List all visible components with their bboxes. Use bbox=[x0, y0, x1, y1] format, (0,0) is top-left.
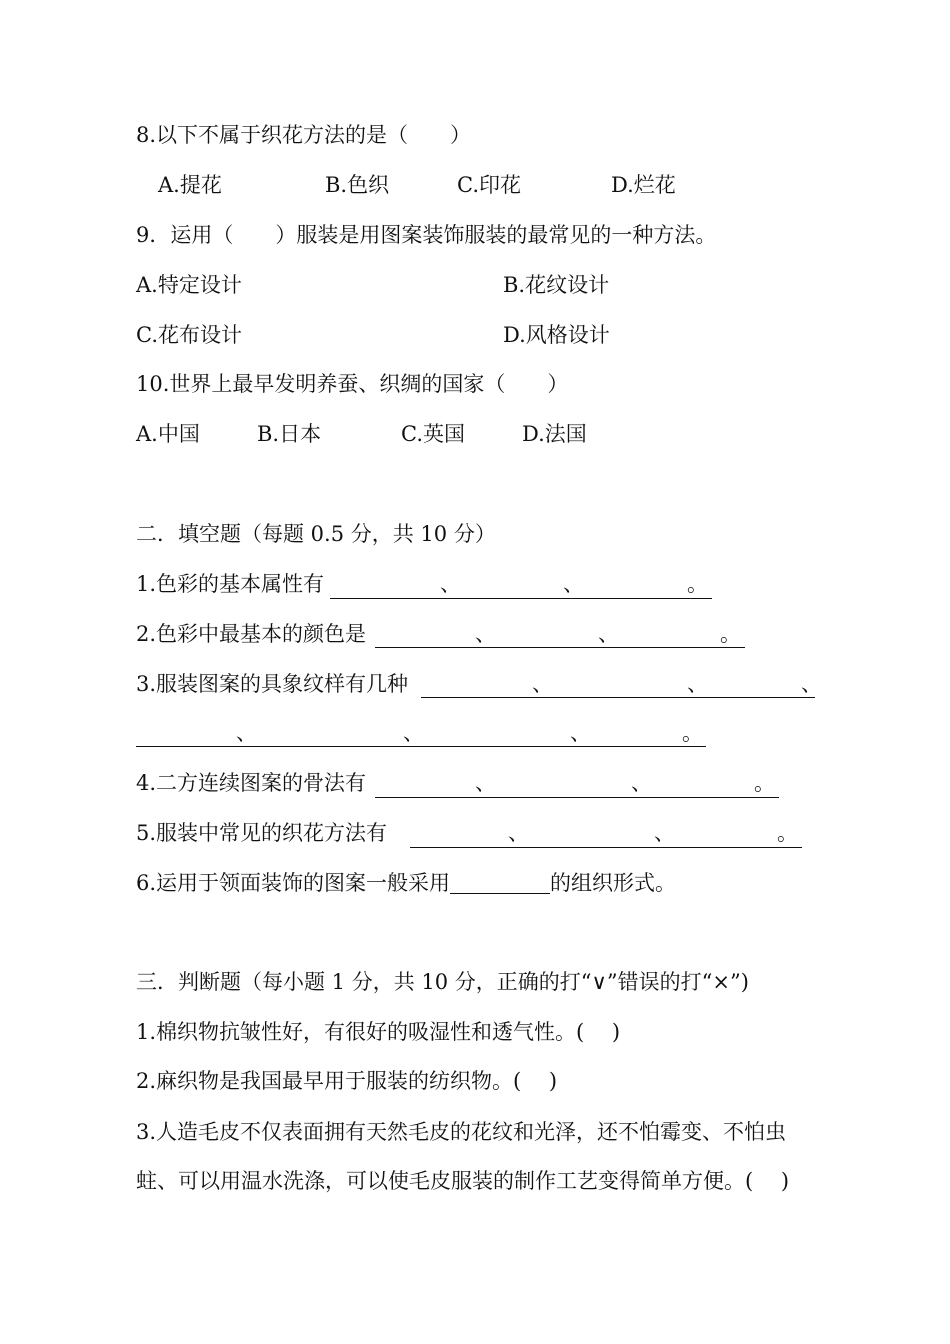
fill-q5-blank[interactable] bbox=[410, 847, 802, 848]
question-8-stem: 8.以下不属于织花方法的是（ ） bbox=[136, 123, 472, 147]
q8-option-a: A.提花 bbox=[158, 173, 222, 197]
fill-question-6 bbox=[136, 869, 676, 897]
fill-question-5: 5.服装中常见的织花方法有 bbox=[136, 821, 388, 845]
q8-option-c: C.印花 bbox=[457, 173, 521, 197]
q10-option-c: C.英国 bbox=[401, 422, 465, 446]
q8-option-b: B.色织 bbox=[325, 173, 390, 197]
section-3-heading: 三．判断题（每小题 1 分，共 10 分，正确的打“∨”错误的打“×”) bbox=[136, 970, 749, 994]
judge-question-2: 2.麻织物是我国最早用于服装的纺织物。( ) bbox=[136, 1069, 558, 1093]
fill-q6-blank[interactable] bbox=[450, 871, 550, 894]
fill-q4-blank[interactable] bbox=[375, 797, 779, 798]
q10-option-d: D.法国 bbox=[522, 422, 587, 446]
fill-q2-blank[interactable] bbox=[375, 647, 745, 648]
fill-question-2: 2.色彩中最基本的颜色是 bbox=[136, 622, 367, 646]
q10-option-a: A.中国 bbox=[136, 422, 200, 446]
fill-q3-period: 。 bbox=[682, 721, 703, 745]
judge-question-1: 1.棉织物抗皱性好，有很好的吸湿性和透气性。( ) bbox=[136, 1020, 621, 1044]
q8-option-d: D.烂花 bbox=[611, 173, 676, 197]
fill-q3-separator: 、 bbox=[687, 672, 708, 696]
fill-question-3: 3.服装图案的具象纹样有几种 bbox=[136, 672, 409, 696]
fill-q5-separator: 、 bbox=[654, 821, 675, 845]
fill-q4-separator: 、 bbox=[631, 771, 652, 795]
fill-q1-separator: 、 bbox=[563, 572, 584, 596]
fill-q3-separator: 、 bbox=[236, 721, 257, 745]
q10-option-b: B.日本 bbox=[257, 422, 322, 446]
judge-question-3-line-2: 蛀、可以用温水洗涤，可以使毛皮服装的制作工艺变得简单方便。( ) bbox=[136, 1169, 790, 1193]
section-2-heading: 二．填空题（每题 0.5 分，共 10 分） bbox=[136, 522, 496, 546]
fill-q3-blank[interactable] bbox=[421, 697, 815, 698]
question-10-stem: 10.世界上最早发明养蚕、织绸的国家（ ） bbox=[136, 372, 569, 396]
q9-option-a: A.特定设计 bbox=[136, 273, 242, 297]
question-9-stem: 9．运用（ ）服装是用图案装饰服装的最常见的一种方法。 bbox=[136, 223, 717, 247]
fill-q2-separator: 、 bbox=[598, 622, 619, 646]
fill-q4-period: 。 bbox=[754, 771, 775, 795]
fill-question-1: 1.色彩的基本属性有 bbox=[136, 572, 325, 596]
fill-q6-suffix: 的组织形式。 bbox=[550, 871, 677, 895]
fill-q4-separator: 、 bbox=[475, 771, 496, 795]
judge-question-3-line-1: 3.人造毛皮不仅表面拥有天然毛皮的花纹和光泽，还不怕霉变、不怕虫 bbox=[136, 1120, 787, 1144]
fill-q3-separator: 、 bbox=[532, 672, 553, 696]
fill-q3-separator: 、 bbox=[403, 721, 424, 745]
q9-option-c: C.花布设计 bbox=[136, 323, 242, 347]
fill-q1-blank[interactable] bbox=[330, 598, 712, 599]
q9-option-b: B.花纹设计 bbox=[503, 273, 610, 297]
fill-q3-separator: 、 bbox=[570, 721, 591, 745]
q9-option-d: D.风格设计 bbox=[503, 323, 610, 347]
fill-question-4: 4.二方连续图案的骨法有 bbox=[136, 771, 367, 795]
fill-q5-separator: 、 bbox=[508, 821, 529, 845]
fill-q1-period: 。 bbox=[687, 572, 708, 596]
fill-q2-separator: 、 bbox=[475, 622, 496, 646]
fill-q2-period: 。 bbox=[720, 622, 741, 646]
fill-q6-prefix: 6.运用于领面装饰的图案一般采用 bbox=[136, 871, 451, 895]
fill-q5-period: 。 bbox=[777, 821, 798, 845]
fill-q1-separator: 、 bbox=[440, 572, 461, 596]
fill-q3-separator: 、 bbox=[801, 672, 822, 696]
